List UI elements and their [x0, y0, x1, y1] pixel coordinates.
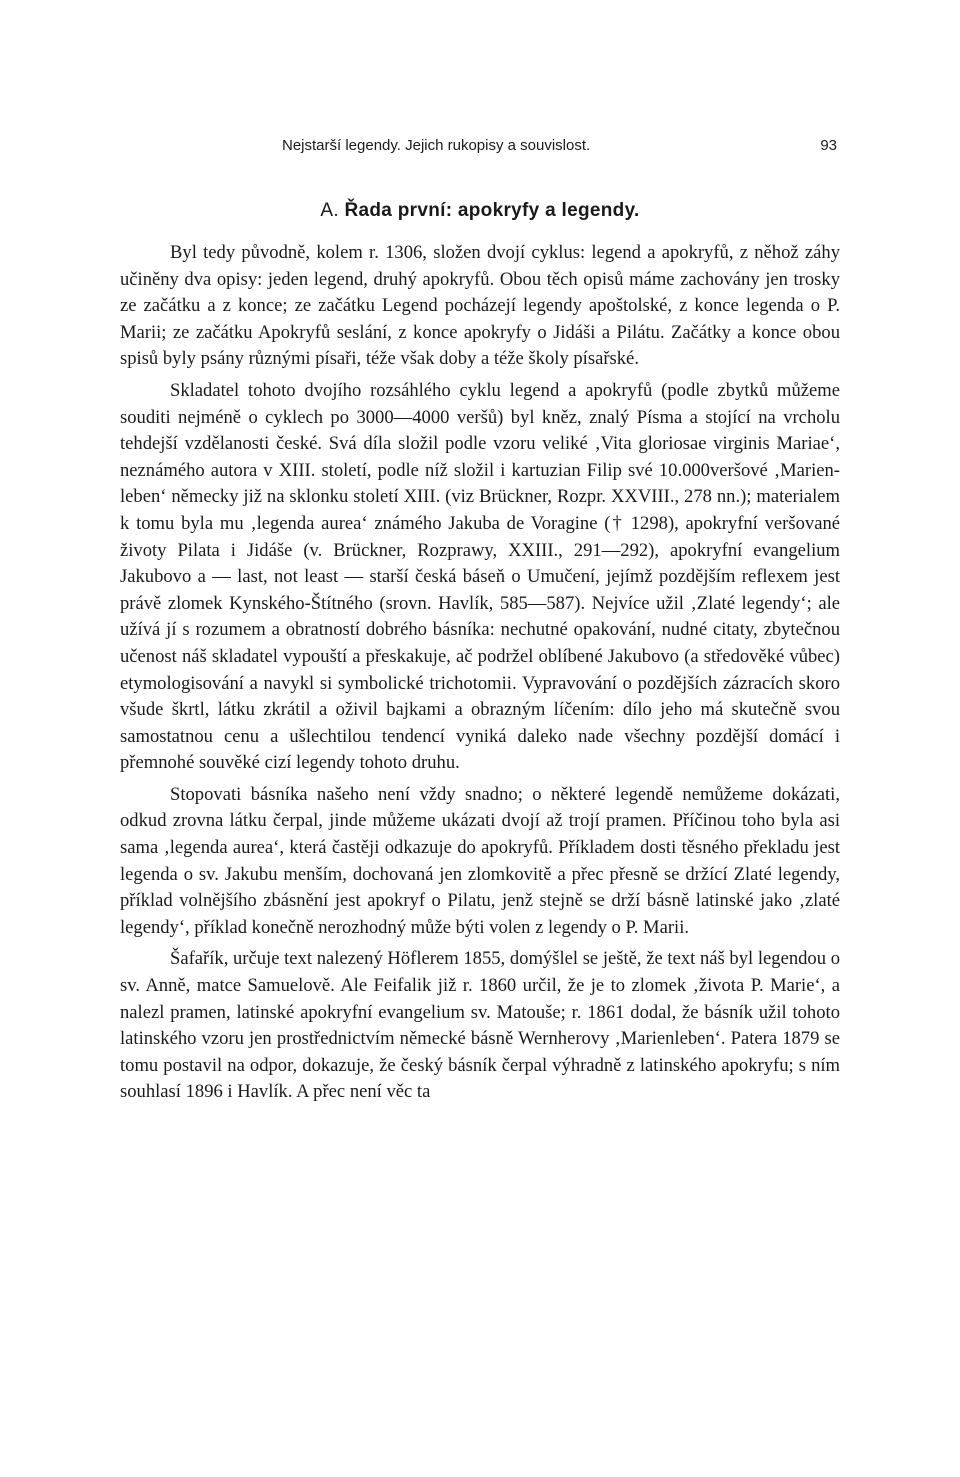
section-heading	[120, 200, 840, 222]
paragraph-2: Skladatel tohoto dvojího rozsáhlého cyklu legend a apokryfů (podle zbytků můžeme souditi nejméně o cyklech po 3000—4000 veršů) byl kněz, znalý Písma a stojící na vrcholu tehdejší vzdělanosti české. Svá díla složil podle vzoru veliké ‚Vita gloriosae virginis Mariae‘, neznámého autora v XIII. století, podle níž složil i kartuzian Filip své 10.000veršové ‚Marienleben‘ německy již na sklonku století XIII. (viz Brückner, Rozpr. XXVIII., 278 nn.); materialem k tomu byla mu ‚legenda aurea‘ známého Jakuba de Voragine († 1298), apokryfní veršované životy Pilata i Jidáše (v. Brückner, Rozprawy, XXIII., 291—292), apokryfní evangelium Jakubovo a — last, not least — starší česká báseň o Umučení, jejímž pozdějším reflexem jest právě zlomek Kynského-Štítného (srovn. Havlík, 585—587). Nejvíce užil ‚Zlaté legendy‘; ale užívá jí s rozumem a obratností dobrého básníka: nechutné opakování, nudné citaty, zbytečnou učenost náš skladatel vypouští a přeskakuje, ač podržel oblíbené Jakubovo (a středověké vůbec) etymologisování a navykl si symbolické trichotomii. Vypravování o pozdějších zázracích skoro všude škrtl, látku zkrátil a oživil bajkami a obrazným líčením: dílo jeho má skutečně svou samostatnou cenu a ušlechtilou tendencí vyniká daleko nade všechny pozdější domácí i přemnohé souvěké cizí legendy tohoto druhu.	[120, 379, 840, 774]
paragraph-3: Stopovati básníka našeho není vždy snadno; o některé legendě nemůžeme dokázati, odkud zrovna látku čerpal, jinde můžeme ukázati dvojí až trojí pramen. Příčinou toho byla asi sama ‚legenda aurea‘, která častěji odkazuje do apokryfů. Příkladem dosti těsného překladu jest legenda o sv. Jakubu menším, dochovaná jen zlomkovitě a přec přesně se držící Zlaté legendy, příklad volnějšího zbásnění jest apokryf o Pilatu, jenž stejně se drží básně latinské jako ‚zlaté legendy‘, příklad konečně nerozhodný může býti volen z legendy o P. Marii.	[120, 783, 840, 938]
page-number: 93	[820, 137, 837, 154]
section-title: Řada první: apokryfy a legendy.	[344, 200, 640, 221]
paragraph-4: Šafařík, určuje text nalezený Höflerem 1855, domýšlel se ještě, že text náš byl legendou o sv. Anně, matce Samuelově. Ale Feifalik již r. 1860 určil, že je to zlomek ‚života P. Marie‘, a nalezl pramen, latinské apokryfní evangelium sv. Matouše; r. 1861 dodal, že básník užil tohoto latinského vzoru jen prostřednictvím německé básně Wernherovy ‚Marienleben‘. Patera 1879 se tomu postavil na odpor, dokazuje, že český básník čerpal výhradně z latinského apokryfu; s ním souhlasí 1896 i Havlík. A přec není věc ta	[120, 948, 840, 1103]
running-title: Nejstarší legendy. Jejich rukopisy a souvislost.	[282, 137, 591, 154]
running-header	[120, 133, 840, 161]
paragraph-1: Byl tedy původně, kolem r. 1306, složen dvojí cyklus: legend a apokryfů, z něhož záhy učiněny dva opisy: jeden legend, druhý apokryfů. Obou těch opisů máme zachovány jen trosky ze začátku a z konce; ze začátku Legend pocházejí legendy apoštolské, z konce legenda o P. Marii; ze začátku Apokryfů seslání, z konce apokryfy o Jidáši a Pilátu. Začátky a konce obou spisů byly psány různými písaři, téže však doby a téže školy písařské.	[120, 242, 840, 370]
section-label: A.	[320, 200, 345, 221]
book-page	[120, 133, 840, 1106]
